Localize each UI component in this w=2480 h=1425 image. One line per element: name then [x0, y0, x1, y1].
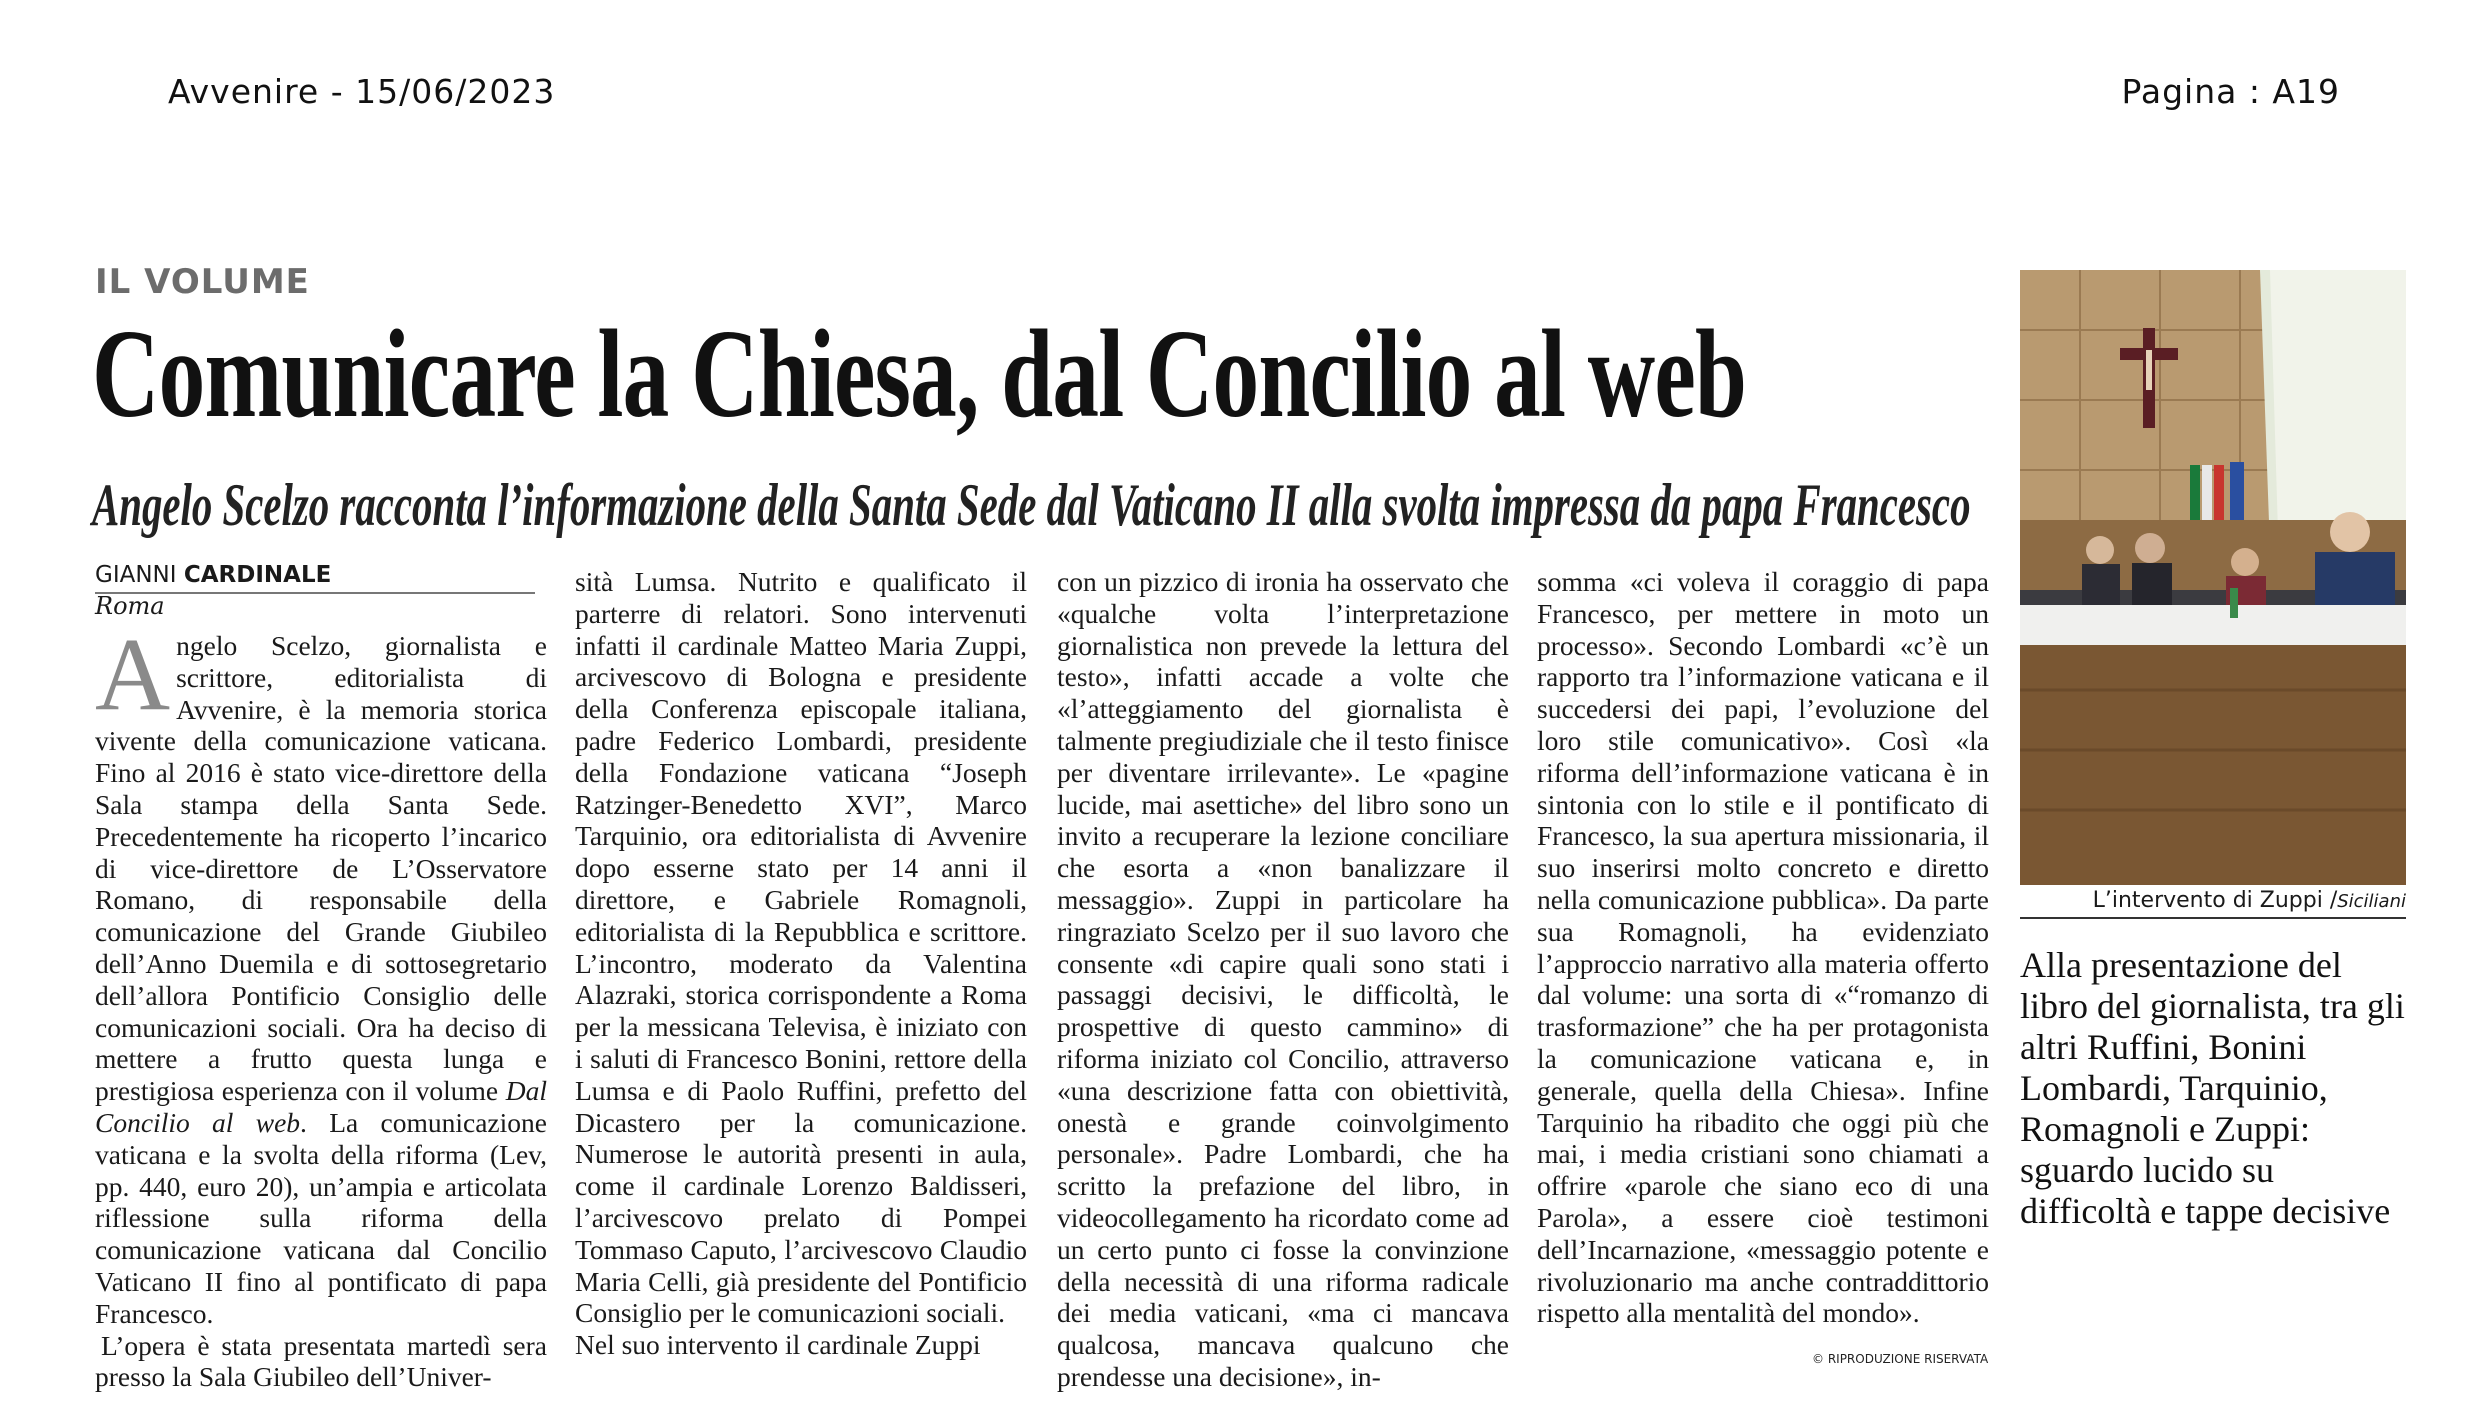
article-column-1 [95, 617, 547, 1393]
sidebar-summary: Alla presentazione del libro del giornalista, tra gli altri Ruffini, Bonini Lombardi, Tarquinio, Romagnoli e Zuppi: sguardo lucido su difficoltà e tappe decisive [2020, 945, 2405, 1231]
conference-photo [2020, 270, 2406, 885]
paragraph: con un pizzico di ironia ha osservato che «qualche volta l’interpretazione giornalistica non prevede la lettura del testo», infatti accade a volte che «l’atteggiamento del giornalista è talmente pregiudiziale che il testo finisce per diventare irrilevante». Le «pagine lucide, mai asettiche» del libro sono un invito a recuperare la lezione conciliare che esorta a «non banalizzare il messaggio». Zuppi in particolare ha ringraziato Scelzo per il suo lavoro che consente «di capire quali sono stati i passaggi decisivi, le difficoltà, le prospettive di questo cammino» di riforma iniziato col Concilio, attraverso «una descrizione fatta con obiettività, onestà e grande coinvolgimento personale». Padre Lombardi, che ha scritto la prefazione del libro, in videocollegamento ha ricordato come ad un certo punto ci fosse la convinzione della necessità di una riforma radicale dei media vaticani, «ma ci mancava qualcosa, mancava qualcuno che prendesse una decisione», in- [1057, 566, 1509, 1392]
paragraph: somma «ci voleva il coraggio di papa Francesco, per mettere in moto un processo». Secondo Lombardi «c’è un rapporto tra l’informazione vaticana e il succedersi dei papi, l’evoluzione del loro stile comunicativo». Così «la riforma dell’informazione vaticana è in sintonia con lo stile e il pontificato di Francesco, la sua apertura missionaria, il suo inserirsi molto concreto e diretto nella comunicazione pubblica». Da parte sua Romagnoli, ha evidenziato l’approccio narrativo alla materia offerto dal volume: una sorta di «“romanzo di trasformazione” che ha per protagonista la comunicazione vaticana e, in generale, quella della Chiesa». Infine Tarquinio ha ribadito che oggi più che mai, i media cristiani sono chiamati a offrire «parole che siano eco di una Parola», a essere cioè testimoni dell’Incarnazione, «messaggio potente e rivoluzionario ma anche contraddittorio rispetto alla mentalità del mondo». [1537, 566, 1989, 1329]
article-column-2 [575, 566, 1027, 1361]
byline [95, 560, 535, 594]
book-title: Dal Concilio al web [95, 1075, 547, 1138]
page-number-header: Pagina : A19 [2121, 72, 2340, 111]
paragraph-text: ngelo Scelzo, giornalista e scrittore, editorialista di Avvenire, è la memoria storica vivente della comunicazione vaticana. Fino al 2016 è stato vice-direttore della Sala stampa della Santa Sede. Precedentemente ha ricoperto l’incarico di vice-direttore de L’Osservatore Romano, di responsabile della comunicazione del Grande Giubileo dell’Anno Duemila e di sottosegretario dell’allora Pontificio Consiglio delle comunicazioni sociali. Ora ha deciso di mettere a frutto questa lunga e prestigiosa esperienza con il volume [95, 630, 547, 1107]
paragraph: Nel suo intervento il cardinale Zuppi [575, 1329, 981, 1361]
paragraph: sità Lumsa. Nutrito e qualificato il parterre di relatori. Sono intervenuti infatti il cardinale Matteo Maria Zuppi, arcivescovo di Bologna e presidente della Conferenza episcopale italiana, padre Federico Lombardi, presidente della Fondazione vaticana “Joseph Ratzinger-Benedetto XVI”, Marco Tarquinio, ora editorialista di Avvenire dopo esserne stato per 14 anni il direttore, e Gabriele Romagnoli, editorialista di la Repubblica e scrittore. L’incontro, moderato da Valentina Alazraki, storica corrispondente a Roma per la messicana Televisa, è iniziato con i saluti di Francesco Bonini, rettore della Lumsa e di Paolo Ruffini, prefetto del Dicastero per la comunicazione. Numerose le autorità presenti in aula, come il cardinale Lorenzo Baldisseri, l’arcivescovo prelato di Pompei Tommaso Caputo, l’arcivescovo Claudio Maria Celli, già presidente del Pontificio Consiglio per le comunicazioni sociali. [575, 566, 1027, 1329]
article-column-3 [1057, 566, 1509, 1393]
paragraph [95, 617, 547, 1330]
paragraph-text: . La comunicazione vaticana e la svolta della riforma (Lev, pp. 440, euro 20), un’ampia e articolata riflessione sulla riforma della comunicazione vaticana dal Concilio Vaticano II fino al pontificato di papa Francesco. [95, 1106, 547, 1329]
photo-credit: Siciliani [2337, 891, 2406, 912]
photo-caption [2020, 888, 2406, 919]
drop-cap: A [95, 617, 171, 732]
photo-illustration [2020, 270, 2406, 885]
copyright-notice: © RIPRODUZIONE RISERVATA [1812, 1352, 1989, 1366]
byline-last-name: CARDINALE [183, 562, 332, 588]
subheadline: Angelo Scelzo racconta l’informazione della Santa Sede dal Vaticano II alla svolta impressa da papa Francesco [92, 472, 1971, 538]
article-column-4 [1537, 566, 1989, 1329]
caption-text: L’intervento di Zuppi / [2092, 888, 2338, 913]
byline-first-name: GIANNI [95, 562, 177, 588]
headline: Comunicare la Chiesa, dal Concilio al web [92, 305, 1747, 444]
newspaper-date-header: Avvenire - 15/06/2023 [168, 72, 556, 111]
kicker: IL VOLUME [95, 262, 310, 302]
dateline-place: Roma [95, 592, 165, 620]
paragraph: L’opera è stata presentata martedì sera presso la Sala Giubileo dell’Univer- [95, 1329, 547, 1393]
